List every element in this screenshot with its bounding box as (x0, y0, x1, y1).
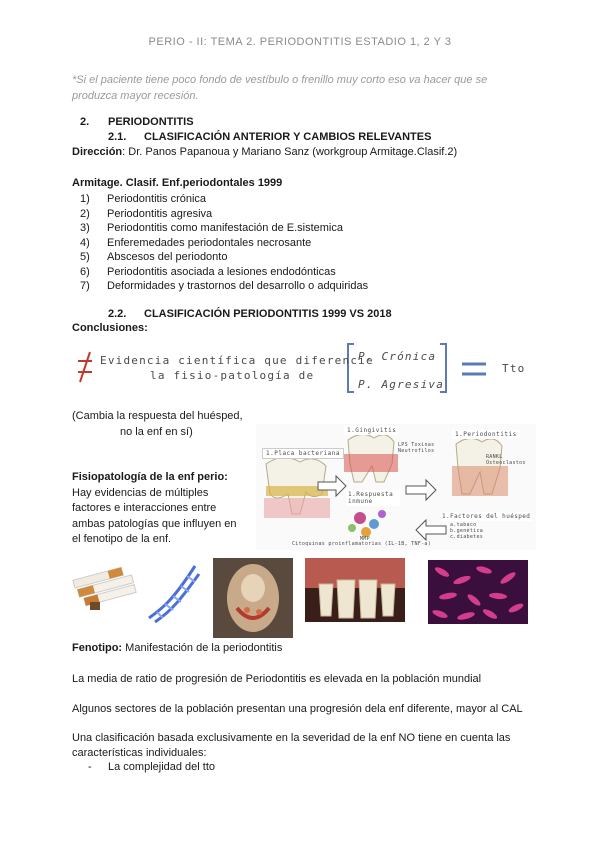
bullet-text: La complejidad del tto (108, 761, 216, 773)
dna-image (143, 560, 203, 624)
label-lps: LPS Toxinas Neutrofilos (398, 442, 435, 454)
fisio-text: Hay evidencias de múltiples factores e interacciones entre ambas patologías que influyen en el fenotipo de la enf. (72, 486, 237, 545)
section-title: PERIODONTITIS (108, 116, 194, 128)
list-number: 2) (80, 207, 90, 220)
subsection-number: 2.2. (108, 308, 127, 320)
fisiopatologia-block (72, 470, 247, 548)
bracket-item-1: P. Crónica (358, 350, 437, 363)
direccion-line (72, 146, 457, 158)
handwritten-right: Tto (502, 362, 526, 375)
label-respuesta: 1.Respuesta inmune (346, 490, 400, 506)
classification-list (80, 192, 368, 294)
list-number: 6) (80, 265, 90, 278)
left-bracket-icon (348, 344, 354, 392)
list-text: Periodontitis crónica (107, 193, 207, 205)
cambia-note (72, 408, 243, 440)
subsection-number: 2.1. (108, 131, 127, 143)
subsection-heading-2 (108, 308, 392, 320)
subsection-title: CLASIFICACIÓN ANTERIOR Y CAMBIOS RELEVANTES (144, 131, 432, 143)
bracket-item-2: P. Agresiva (358, 378, 445, 391)
tooth-periodontitis-icon (452, 438, 508, 496)
fenotipo-label: Fenotipo: (72, 642, 123, 654)
handwritten-notes (72, 338, 532, 400)
label-mmp: MMP (360, 536, 370, 542)
label-periodontitis: 1.Periodontitis (452, 430, 520, 439)
handwritten-line-1: Evidencia científica que diferencie (100, 354, 374, 367)
cambia-line-1: (Cambia la respuesta del huésped, (72, 410, 243, 422)
direccion-text: : Dr. Panos Papanoua y Mariano Sanz (workgroup Armitage.Clasif.2) (122, 146, 458, 158)
label-citoquinas: Citoquinas proinflamatorias (IL-1B, TNF-a) (292, 541, 432, 547)
list-number: 5) (80, 251, 90, 263)
fenotipo-line (72, 642, 282, 654)
bacteria-icon (428, 560, 528, 624)
immune-cells-icon (348, 510, 386, 537)
page-header: PERIO - II: TEMA 2. PERIODONTITIS ESTADIO 1, 2 Y 3 (148, 36, 452, 48)
label-placa: 1.Placa bacteriana (262, 448, 344, 459)
gums-icon (305, 558, 405, 622)
cambia-line-2: no la enf en sí) (120, 426, 193, 438)
list-item (80, 236, 368, 251)
tooth-gingivitis-icon (344, 434, 398, 482)
section-number: 2. (80, 116, 90, 128)
paragraph-1: La media de ratio de progresión de Periodontitis es elevada en la población mundial (72, 673, 482, 685)
list-item (80, 265, 368, 280)
dna-helix-icon (143, 560, 203, 624)
list-text: Enferemedades periodontales necrosante (107, 236, 312, 249)
bullet-dash: - (88, 761, 92, 773)
pathophysiology-diagram (256, 424, 536, 550)
list-item (80, 221, 368, 236)
direccion-label: Dirección (72, 146, 123, 158)
handwritten-line-2: la fisio-patología de (150, 369, 315, 382)
equals-icon (462, 364, 486, 374)
label-factores-list: a.tabaco b.genética c.diabetes (450, 522, 484, 540)
cigarettes-icon (72, 558, 140, 618)
anatomy-icon (213, 558, 293, 638)
list-item (80, 207, 368, 222)
paragraph-3: Una clasificación basada exclusivamente en la severidad de la enf NO tiene en cuenta las características individuales: (72, 732, 511, 759)
gums-photo (305, 558, 405, 622)
list-text: Periodontitis como manifestación de E.sistemica (107, 222, 343, 234)
list-item (80, 192, 368, 207)
list-text: Deformidades y trastornos del desarrollo o adquiridas (107, 280, 369, 292)
list-number: 1) (80, 193, 90, 205)
not-equal-icon (78, 352, 92, 382)
section-heading (80, 116, 194, 128)
anatomy-image (213, 558, 293, 638)
arrow-icons (318, 476, 446, 540)
subsection-title: CLASIFICACIÓN PERIODONTITIS 1999 VS 2018 (144, 308, 392, 320)
list-text: Periodontitis asociada a lesiones endodónticas (107, 265, 336, 278)
fenotipo-text: Manifestación de la periodontitis (122, 642, 283, 654)
subsection-heading-1 (108, 131, 431, 143)
note-text: *Si el paciente tiene poco fondo de vestíbulo o frenillo muy corto eso va hacer que se produzca mayor recesión. (72, 74, 488, 102)
list-number: 3) (80, 222, 90, 234)
label-gingivitis: 1.Gingivitis (344, 426, 399, 435)
paragraph-2: Algunos sectores de la población presentan una progresión dela enf diferente, mayor al CAL (72, 703, 523, 715)
bacteria-image (428, 560, 528, 624)
label-factores: 1.Factores del huésped (442, 513, 531, 520)
bullet-item (88, 761, 215, 773)
list-number: 7) (80, 280, 90, 292)
label-rankl: RANKL Osteoclastos (486, 454, 526, 466)
armitage-title: Armitage. Clasif. Enf.periodontales 1999 (72, 177, 283, 189)
list-item (80, 279, 368, 294)
list-item (80, 250, 368, 265)
list-text: Periodontitis agresiva (107, 207, 213, 220)
fisio-title: Fisiopatología de la enf perio: (72, 471, 228, 483)
list-number: 4) (80, 236, 90, 249)
conclusiones-label: Conclusiones: (72, 322, 148, 334)
cigarettes-image (72, 558, 140, 618)
list-text: Abscesos del periodonto (107, 251, 228, 263)
